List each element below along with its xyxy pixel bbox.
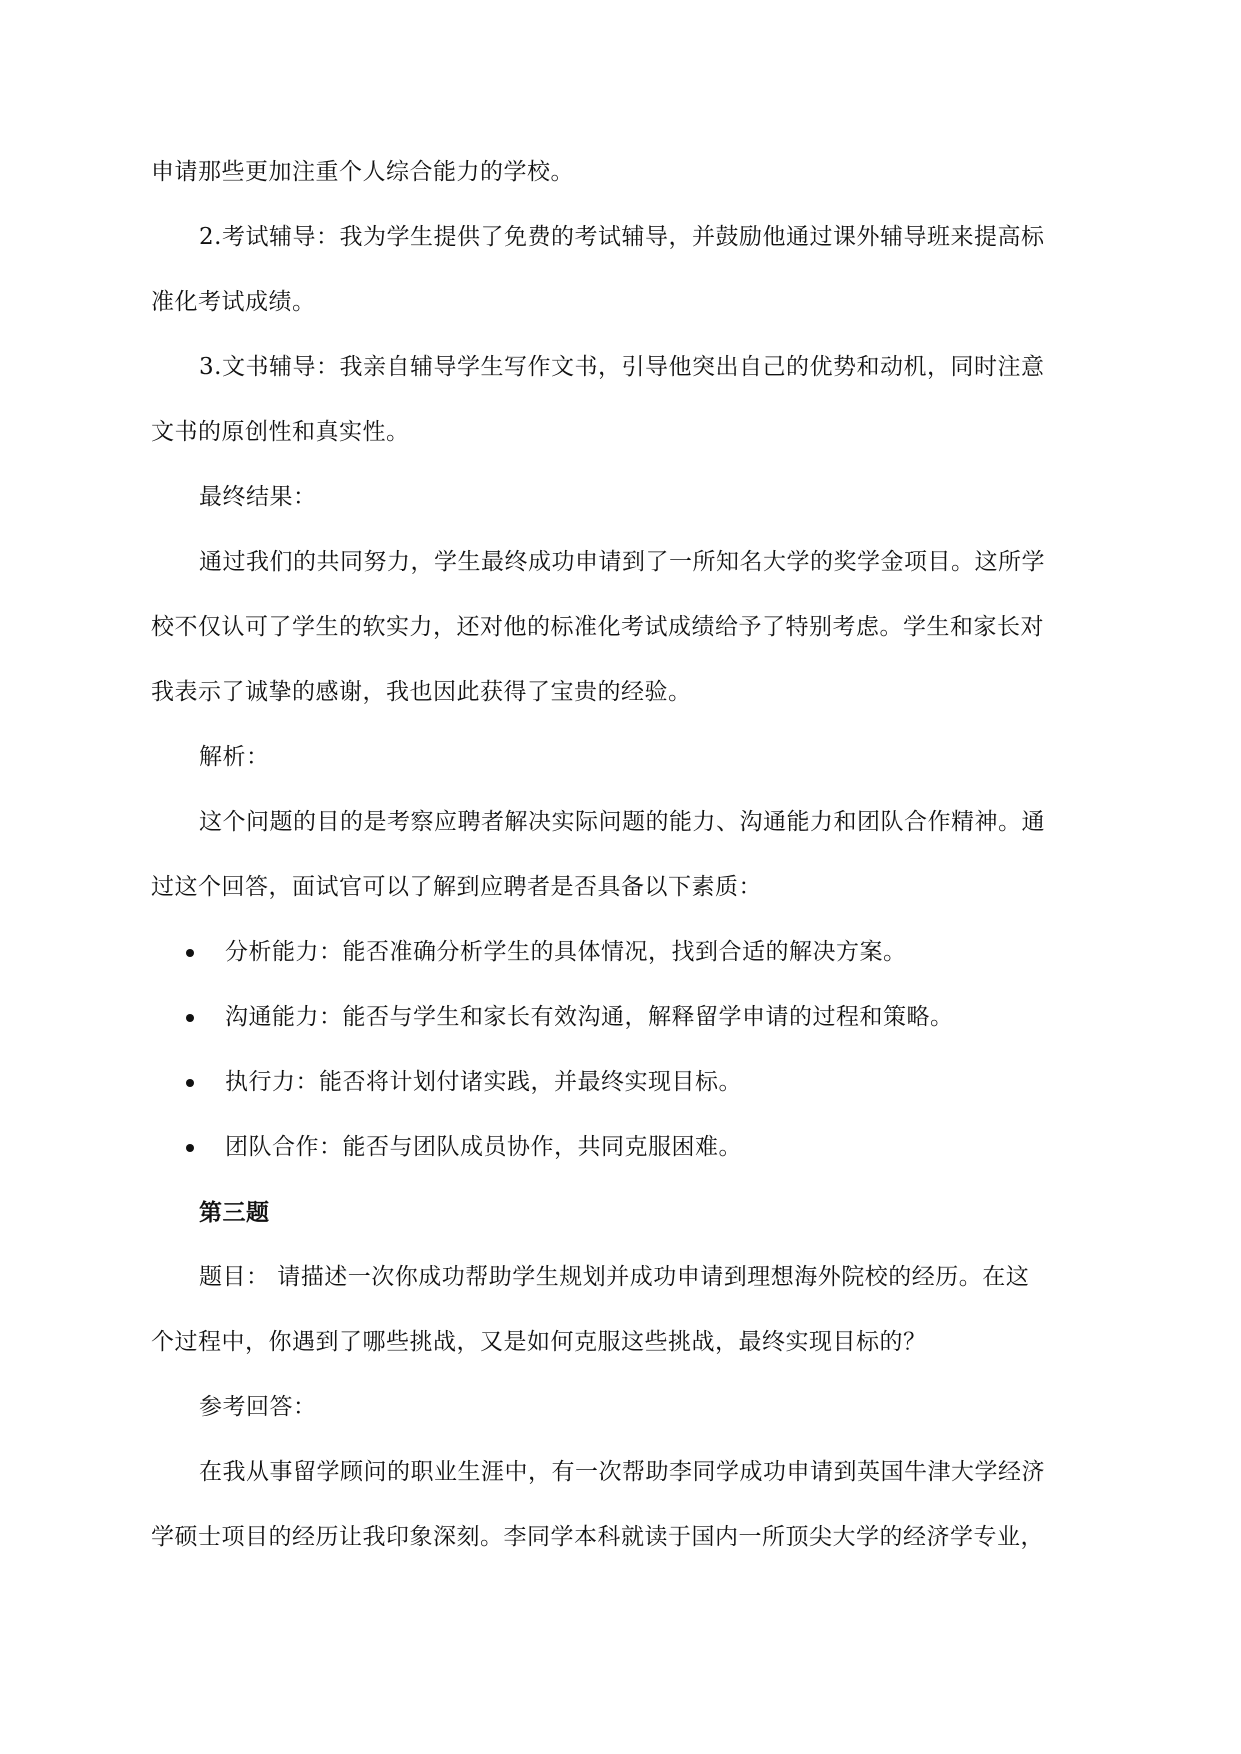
document-body — [151, 140, 1091, 1570]
paragraph-line: 申请那些更加注重个人综合能力的学校。 — [151, 159, 574, 185]
bullet-item-execution — [151, 1050, 1091, 1115]
bullet-text: 分析能力：能否准确分析学生的具体情况，找到合适的解决方案。 — [225, 939, 907, 965]
bullet-text: 沟通能力：能否与学生和家长有效沟通，解释留学申请的过程和策略。 — [225, 1004, 954, 1030]
bullet-text: 执行力：能否将计划付诸实践，并最终实现目标。 — [225, 1069, 742, 1095]
final-result-heading: 最终结果： — [199, 484, 317, 510]
answer-line: 学硕士项目的经历让我印象深刻。李同学本科就读于国内一所顶尖大学的经济学专业， — [151, 1524, 1044, 1550]
essay-tutoring-item: 3.文书辅导：我亲自辅导学生写作文书，引导他突出自己的优势和动机，同时注意 — [199, 354, 1045, 380]
section-title: 第三题 — [199, 1199, 270, 1226]
bullet-icon — [186, 1079, 194, 1087]
analysis-paragraph-line: 这个问题的目的是考察应聘者解决实际问题的能力、沟通能力和团队合作精神。通 — [199, 809, 1045, 835]
result-paragraph-line: 通过我们的共同努力，学生最终成功申请到了一所知名大学的奖学金项目。这所学 — [199, 549, 1045, 575]
bullet-icon — [186, 1144, 194, 1152]
paragraph-line: 准化考试成绩。 — [151, 289, 316, 315]
bullet-text: 团队合作：能否与团队成员协作，共同克服困难。 — [225, 1134, 742, 1160]
exam-tutoring-item: 2.考试辅导：我为学生提供了免费的考试辅导，并鼓励他通过课外辅导班来提高标 — [199, 224, 1045, 250]
result-paragraph-line: 我表示了诚挚的感谢，我也因此获得了宝贵的经验。 — [151, 679, 692, 705]
question-line: 题目： 请描述一次你成功帮助学生规划并成功申请到理想海外院校的经历。在这 — [199, 1264, 1030, 1290]
bullet-item-communication — [151, 985, 1091, 1050]
result-paragraph-line: 校不仅认可了学生的软实力，还对他的标准化考试成绩给予了特别考虑。学生和家长对 — [151, 614, 1044, 640]
question-line: 个过程中，你遇到了哪些挑战，又是如何克服这些挑战，最终实现目标的？ — [151, 1329, 927, 1355]
answer-label: 参考回答： — [199, 1394, 317, 1420]
analysis-heading: 解析： — [199, 744, 270, 770]
analysis-paragraph-line: 过这个回答，面试官可以了解到应聘者是否具备以下素质： — [151, 874, 762, 900]
paragraph-line: 文书的原创性和真实性。 — [151, 419, 410, 445]
bullet-item-analysis — [151, 920, 1091, 985]
answer-line: 在我从事留学顾问的职业生涯中，有一次帮助李同学成功申请到英国牛津大学经济 — [199, 1459, 1045, 1485]
bullet-icon — [186, 949, 194, 957]
bullet-item-teamwork — [151, 1115, 1091, 1180]
bullet-icon — [186, 1014, 194, 1022]
